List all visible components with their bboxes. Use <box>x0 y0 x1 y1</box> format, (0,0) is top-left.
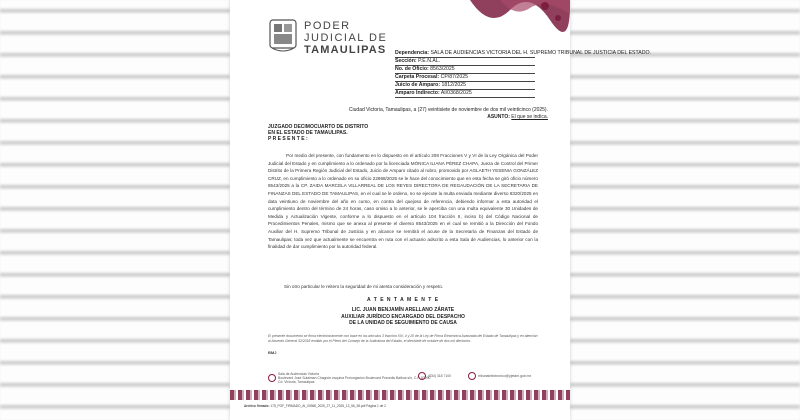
background-blur-left <box>0 0 230 420</box>
subject-line: ASUNTO: El que se indica. <box>487 114 548 120</box>
location-icon <box>268 374 276 382</box>
address-block: Sala de Audiencias Victoria Boulevard José Sulaiman Chagnón esquina Prolongación Boulevard Praxedis Balboa s/n, C.P. 87090 Cd. Victoria, Tamaulipas <box>268 372 430 384</box>
logo-line-2: JUDICIAL DE <box>304 32 388 44</box>
info-seccion: Sección: P.E.N.AL. <box>395 58 535 66</box>
date-line: Ciudad Victoria, Tamaulipas, a (27) veintisiete de noviembre de dos mil veinticinco (2025). <box>348 107 548 113</box>
logo-line-1: PODER <box>304 20 351 32</box>
coat-of-arms-icon <box>268 18 298 52</box>
letter-body <box>268 152 538 251</box>
phone-block: (834) 318 7100 <box>418 372 451 380</box>
document-page <box>230 0 651 420</box>
phone-icon <box>418 372 426 380</box>
background-blur-right <box>570 0 800 420</box>
footer-ornament-band <box>230 390 570 400</box>
info-dependencia: Dependencia: SALA DE AUDIENCIAS VICTORIA DEL H. SUPREMO TRIBUNAL DE JUSTICIA DEL ESTADO. <box>395 50 651 56</box>
signatory-title-2: DE LA UNIDAD DE SEGUIMIENTO DE CAUSA <box>349 320 457 327</box>
info-carpeta: Carpeta Procesal: CP/87/2025 <box>395 74 535 82</box>
email-block: tribunalelectronico@pjetam.gob.mx <box>468 372 531 380</box>
institution-logo-text <box>304 20 387 56</box>
email-icon <box>468 372 476 380</box>
signatory-title-1: AUXILIAR JURÍDICO ENCARGADO DEL DESPACHO <box>341 313 465 320</box>
recipient-block: JUZGADO DECIMOCUARTO DE DISTRITO EN EL ESTADO DE TAMAULIPAS. P R E S E N T E : <box>268 124 369 142</box>
document-info-box <box>395 50 651 98</box>
logo-line-3: TAMAULIPAS <box>304 44 387 56</box>
signature-block <box>268 297 538 327</box>
electronic-signature-note: El presente documento se firma electrónicamente con base en los artículos 3 fracción XIV, 4 y 20 de la Ley de Firma Electrónica Avanzada del Estado de Tamaulipas y en atención al Acuerdo General 32/2018 emitido por el Pleno del Consejo de la Judicatura del Estado, el diecisiete de octubre de dos mil dieciocho. <box>268 334 538 343</box>
contact-footer <box>268 372 548 386</box>
info-amparo: Amparo Indirecto: AI/0368/2025 <box>395 90 535 98</box>
signatory-name: LIC. JUAN BENJAMÍN ARELLANO ZÁRATE <box>351 307 455 314</box>
info-juicio: Juicio de Amparo: 1812/2025 <box>395 82 535 90</box>
initials: BMJ <box>268 350 277 355</box>
signature-salutation: A T E N T A M E N T E <box>366 297 440 303</box>
closing-line: Sin otro particular le reitero la seguridad de mi atenta consideración y respeto. <box>284 284 444 289</box>
info-oficio: No. de Oficio: 8563/2025 <box>395 66 535 74</box>
header-ornament-icon <box>450 0 570 40</box>
archive-line: Archivo firmado: 175_POF_FIRMADO_AI_00368_2025_27_11_2025_13_56_38.pdf Página 1 de 2 <box>244 404 386 408</box>
body-paragraph: Por medio del presente, con fundamento en lo dispuesto en el artículo 208 Fracciones V y VI de la Ley Orgánica del Poder Judicial del Estado y en cumplimiento a lo ordenado por la licenciada MÓNICA ILIANA PÉREZ CHAPA, Jueza de Control del Primer Distrito de la Primera Región Judicial del Estado, Juicio de Amparo citado al rubro, promovido por AGLAETH YESENIA GONZÁLEZ CRUZ, en cumplimiento a lo ordenado en su oficio 22868/2025 se le hace del conocimiento que en esta fecha se giró oficio número 8543/2025 a la CP. ZAIDA MARCELA VILLARREAL DE LOS REYES DIRECTORA DE REGAUDACIÓN DE LA SECRETARIA DE FINANZAS DEL ESTADO DE TAMAULIPAS, en el cual se le ordeno, no se ejecute la multa enviada mediante diverso 8320/2025 en data veintiuno de noviembre del año en curso, en contra del quejoso de referencia, debiendo informar a esta autoridad el cumplimiento dentro del término de 24 horas, caso omiso a lo anterior, se le aperciba con una multa equivalente 30 Unidades de Medida y Actualización Vigente, conforme a lo dispuesto en el artículo 104 fracción II, inciso b) del Código Nacional de Procedimientos Penales, mismo que se anexa al presente el diverso 8543/2025 en el cual se remitió a la Dirección del Fondo Auxiliar del H. Supremo Tribunal de Justicia y en alcance se remitirá el acuse de la Secretaría de Finanzas del Estado de Tamaulipas; toda vez que actualmente se encuentra en ruta con el actuario adscrito a esta Sala de Audiencias, lo anterior con la finalidad de dar cumplimiento por la autoridad federal. <box>268 153 538 250</box>
